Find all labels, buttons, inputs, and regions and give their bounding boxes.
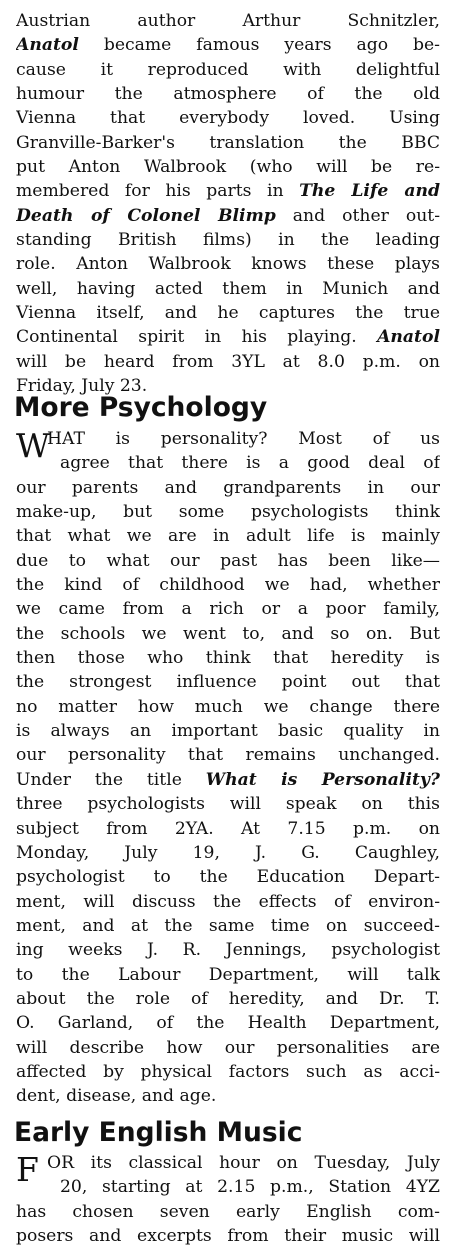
text-run: became famous years ago be-	[78, 35, 440, 56]
text-run: three psychologists will speak on this	[16, 794, 440, 815]
text-line	[16, 914, 440, 938]
text-run: due to what our past has been like—	[16, 550, 440, 571]
italic-title: Death of Colonel Blimp	[16, 205, 276, 226]
text-line	[16, 33, 440, 57]
text-line	[16, 228, 440, 252]
text-run: Under the title	[16, 769, 206, 790]
text-run: will be heard from 3YL at 8.0 p.m. on	[16, 351, 440, 372]
text-run: 20, starting at 2.15 p.m., Station 4YZ	[60, 1177, 440, 1198]
text-run: about the role of heredity, and Dr. T.	[16, 988, 440, 1009]
text-line	[16, 695, 440, 719]
text-run: Friday, July 23.	[16, 376, 148, 397]
text-line	[16, 841, 440, 865]
text-run: put Anton Walbrook (who will be re-	[16, 157, 440, 178]
text-run: ing weeks J. R. Jennings, psychologist	[16, 940, 440, 961]
text-run: make-up, but some psychologists think	[16, 502, 440, 523]
text-run: psychologist to the Education Depart-	[16, 867, 440, 888]
text-run: dent, disease, and age.	[16, 1086, 217, 1107]
text-line	[16, 325, 440, 349]
text-line	[16, 743, 440, 767]
text-run: the kind of childhood we had, whether	[16, 575, 440, 596]
text-line	[16, 622, 440, 646]
text-run: Austrian author Arthur Schnitzler,	[16, 11, 440, 31]
drop-cap: W	[16, 426, 50, 465]
text-line	[16, 817, 440, 841]
text-line	[16, 500, 440, 524]
text-line	[16, 131, 440, 155]
text-line	[16, 106, 440, 130]
italic-title: What is Personality?	[205, 769, 440, 790]
text-line	[16, 1084, 440, 1108]
text-line	[16, 646, 440, 670]
text-line	[16, 204, 440, 228]
text-run: O. Garland, of the Health Department,	[16, 1013, 440, 1034]
text-line	[16, 597, 440, 621]
text-line	[16, 1224, 440, 1248]
text-run: ment, and at the same time on succeed-	[16, 915, 440, 936]
text-run: humour the atmosphere of the old	[16, 84, 440, 105]
text-run: is always an important basic quality in	[16, 721, 440, 742]
text-line	[16, 549, 440, 573]
text-run: Monday, July 19, J. G. Caughley,	[16, 842, 440, 863]
italic-title: Anatol	[16, 35, 79, 56]
text-run: will describe how our personalities are	[16, 1037, 440, 1058]
text-line	[16, 1011, 440, 1035]
text-line	[16, 792, 440, 816]
text-run: then those who think that heredity is	[16, 648, 440, 669]
heading-early-english-music: Early English Music	[14, 1117, 303, 1148]
text-line	[16, 524, 440, 548]
text-line	[16, 427, 440, 451]
drop-cap: F	[16, 1150, 39, 1189]
text-line	[16, 719, 440, 743]
text-line	[16, 1151, 440, 1175]
text-run: and other out-	[275, 205, 440, 226]
heading-more-psychology: More Psychology	[14, 392, 268, 423]
text-line	[16, 865, 440, 889]
text-run: cause it reproduced with delightful	[16, 59, 440, 80]
text-line	[16, 1060, 440, 1084]
text-run: well, having acted them in Munich and	[16, 278, 440, 299]
article-psychology-body	[16, 427, 440, 1109]
text-line	[16, 938, 440, 962]
text-run: posers and excerpts from their music will	[16, 1226, 440, 1247]
text-line	[16, 476, 440, 500]
text-line	[16, 1200, 440, 1224]
text-line	[16, 573, 440, 597]
text-line	[16, 179, 440, 203]
text-run: ment, will discuss the effects of environ-	[16, 891, 440, 912]
article-music-body	[16, 1151, 440, 1248]
article-anatol-body	[16, 9, 440, 399]
text-run: our personality that remains unchanged.	[16, 745, 440, 766]
text-line	[16, 155, 440, 179]
text-run: OR its classical hour on Tuesday, July	[47, 1153, 440, 1173]
text-line	[16, 58, 440, 82]
text-run: standing British films) in the leading	[16, 230, 440, 251]
text-run: HAT is personality? Most of us	[47, 429, 440, 449]
text-run: our parents and grandparents in our	[16, 477, 440, 498]
text-run: the strongest influence point out that	[16, 672, 440, 693]
text-run: the schools we went to, and so on. But	[16, 623, 440, 644]
text-line	[16, 277, 440, 301]
italic-title: Anatol	[377, 327, 440, 348]
text-run: that what we are in adult life is mainly	[16, 526, 440, 547]
text-line	[16, 1175, 440, 1199]
text-line	[16, 252, 440, 276]
text-run: no matter how much we change there	[16, 696, 440, 717]
text-run: to the Labour Department, will talk	[16, 964, 440, 985]
text-line	[16, 1036, 440, 1060]
text-run: subject from 2YA. At 7.15 p.m. on	[16, 818, 440, 839]
text-run: affected by physical factors such as acci-	[16, 1061, 440, 1082]
text-line	[16, 451, 440, 475]
text-line	[16, 82, 440, 106]
text-line	[16, 987, 440, 1011]
italic-title: The Life and	[299, 181, 440, 202]
text-run: has chosen seven early English com-	[16, 1201, 440, 1222]
text-run: role. Anton Walbrook knows these plays	[16, 254, 440, 275]
text-run: Vienna that everybody loved. Using	[16, 108, 440, 129]
text-line	[16, 9, 440, 33]
text-run: Vienna itself, and he captures the true	[16, 303, 440, 324]
text-line	[16, 768, 440, 792]
text-line	[16, 963, 440, 987]
text-run: agree that there is a good deal of	[60, 453, 440, 474]
text-line	[16, 670, 440, 694]
text-run: membered for his parts in	[16, 181, 300, 202]
text-run: we came from a rich or a poor family,	[16, 599, 440, 620]
text-run: Continental spirit in his playing.	[16, 327, 378, 348]
text-run: Granville-Barker's translation the BBC	[16, 132, 440, 153]
text-line	[16, 890, 440, 914]
text-line	[16, 350, 440, 374]
text-line	[16, 301, 440, 325]
